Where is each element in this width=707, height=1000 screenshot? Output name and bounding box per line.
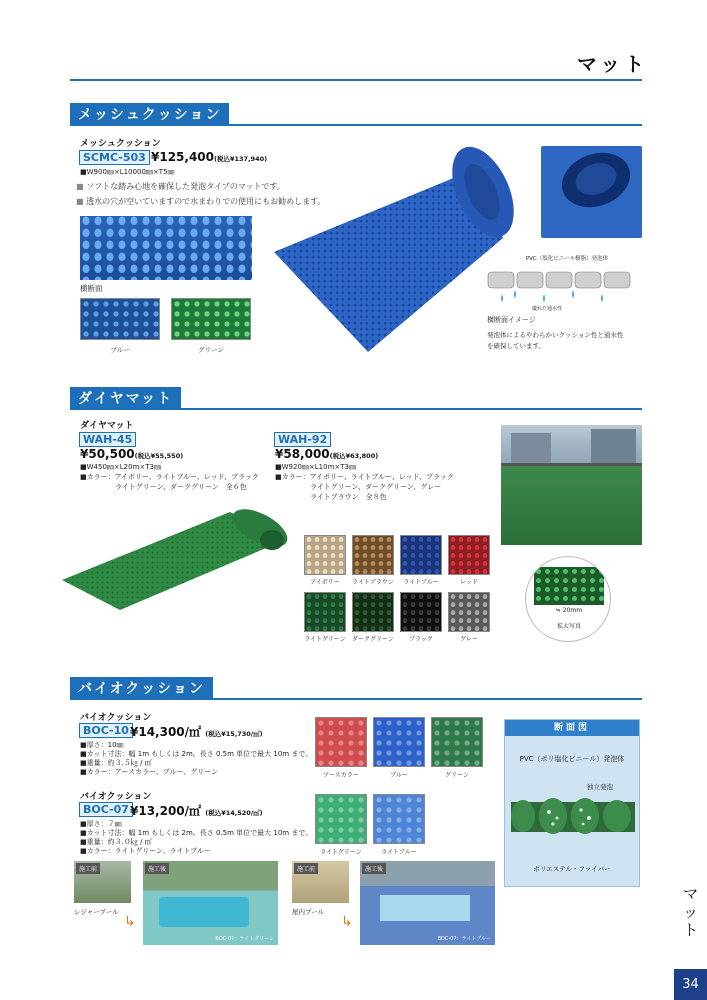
product-colors: ライトブラウン 全８色 <box>275 493 387 501</box>
product-colors: ■カラー：アイボリー、ライトブルー、レッド、ブラック <box>275 473 454 481</box>
spec-line: ■重量：約３.５㎏ / ㎡ <box>80 759 152 767</box>
product-code: WAH-92 <box>274 432 331 447</box>
square-bullet-icon: ■ <box>76 197 84 206</box>
diagram-title: 断面図 <box>505 720 639 736</box>
section-rule <box>70 408 642 410</box>
section-rule <box>70 698 642 700</box>
diamond-installation-photo <box>501 425 642 545</box>
zoom-scale: ≒ 20mm <box>555 607 583 614</box>
diagram-line1: PVC（ポリ塩化ビニール）発泡体 <box>519 755 625 763</box>
product-code: BOC-07 <box>79 802 133 817</box>
section-header-diamond: ダイヤマット <box>70 387 181 408</box>
spec-line: ■カット寸法：幅 1m もしくは 2m。長さ 0.5m 単位で最大 10m まで。 <box>80 829 313 837</box>
diamond-swatch-label: グレー <box>459 636 478 643</box>
zoom-circle <box>525 556 611 642</box>
diagram-line3: ポリエステル・ファイバー <box>533 865 611 873</box>
diagram-caption: 発泡体によるやわらかいクッション性と通水性 <box>487 331 624 339</box>
diamond-mat-roll-photo <box>60 500 300 612</box>
diamond-swatch <box>448 535 490 575</box>
product-size: ■W920㎜×L10m×T3㎜ <box>275 463 356 471</box>
spec-line: ■厚さ：10㎜ <box>80 741 124 749</box>
side-tab <box>674 885 707 939</box>
roll-closeup-photo <box>541 146 642 238</box>
section-rule <box>70 124 642 126</box>
swatch-label: ブルー <box>110 346 130 354</box>
diagram-caption-title: 横断面イメージ <box>487 316 536 324</box>
product-size: ■W900㎜×L10000㎜×T5㎜ <box>80 168 175 176</box>
diamond-swatch-label: ライトブルー <box>403 579 439 586</box>
page-title: マット <box>577 52 649 76</box>
place-label: レジャープール <box>74 908 119 916</box>
spec-line: ■カラー：ライトグリーン、ライトブルー <box>80 847 211 855</box>
bio-swatch <box>431 717 483 767</box>
bio-swatch-label: グリーン <box>445 772 469 779</box>
diagram-top-label: PVC（塩化ビニール樹脂）発泡体 <box>525 256 609 262</box>
diamond-swatch <box>304 535 346 575</box>
diamond-swatch-label: アイボリー <box>310 579 340 586</box>
bio-section-diagram <box>504 719 640 887</box>
swatch-label: グリーン <box>198 346 224 354</box>
product-price: ¥50,500(税込¥55,550) <box>80 447 184 461</box>
spec-line: ■重量：約３.０㎏ / ㎡ <box>80 838 152 846</box>
product-price: ¥13,200/㎡ (税込¥14,520/㎡) <box>130 804 263 818</box>
title-rule <box>70 79 642 81</box>
diagram-line2: 独立発泡 <box>587 783 613 791</box>
zoom-texture <box>534 567 604 605</box>
product-price: ¥58,000(税込¥63,800) <box>275 447 379 461</box>
diamond-swatch <box>448 592 490 632</box>
diagram-caption: を確保しています。 <box>487 342 545 350</box>
bio-swatch <box>373 794 425 844</box>
diamond-swatch-label: ライトグリーン <box>304 636 346 643</box>
diamond-swatch <box>400 592 442 632</box>
swatch-blue <box>80 298 160 340</box>
product-name: メッシュクッション <box>80 139 161 149</box>
before-photo-1: 施工前 <box>74 861 131 903</box>
diamond-swatch <box>304 592 346 632</box>
feature-item: ■ 透水の穴が空いていますので水まわりでの使用にもお勧めします。 <box>76 197 326 206</box>
after-photo-2: 施工後 BOC-07：ライトブルー <box>360 861 495 945</box>
spec-line: ■カット寸法：幅 1m もしくは 2m。長さ 0.5m 単位で最大 10m まで。 <box>80 750 313 758</box>
bio-swatch-label: アースカラー <box>323 772 359 779</box>
product-price: ¥14,300/㎡ (税込¥15,730/㎡) <box>130 725 263 739</box>
arrow-right-icon: ↳ <box>124 914 136 930</box>
bio-swatch <box>315 717 367 767</box>
spec-line: ■カラー：アースカラー、ブルー、グリーン <box>80 768 219 776</box>
bio-swatch <box>315 794 367 844</box>
mesh-texture-photo <box>80 216 252 280</box>
diamond-swatch-label: レッド <box>460 579 478 586</box>
diamond-swatch-label: ブラック <box>409 636 433 643</box>
swatch-green <box>171 298 251 340</box>
arrow-right-icon: ↳ <box>341 914 353 930</box>
section-shape <box>511 796 635 840</box>
section-header-mesh: メッシュクッション <box>70 103 229 124</box>
spec-line: ■厚さ：７㎜ <box>80 820 122 828</box>
diamond-swatch <box>400 535 442 575</box>
cross-section-label: 横断面 <box>80 284 103 293</box>
product-code: SCMC-503 <box>79 150 150 165</box>
before-photo-2: 施工前 <box>292 861 349 903</box>
mesh-roll-photo <box>268 140 518 355</box>
product-code: WAH-45 <box>79 432 136 447</box>
price-tax: (税込¥137,940) <box>214 155 268 163</box>
page-number: 34 <box>674 969 707 1000</box>
section-header-bio: バイオクッション <box>70 677 213 698</box>
bio-swatch-label: ライトブルー <box>381 849 417 856</box>
product-colors: ライトグリーン、ダークグリーン、グレー <box>275 483 442 491</box>
bio-swatch <box>373 717 425 767</box>
product-size: ■W450㎜×L20m×T3㎜ <box>80 463 161 471</box>
cross-section-diagram <box>486 264 644 306</box>
product-colors: ライトグリーン、ダークグリーン 全６色 <box>80 483 247 491</box>
place-label: 屋内プール <box>292 908 325 916</box>
feature-item: ■ ソフトな踏み心地を確保した発泡タイプのマットです。 <box>76 182 285 191</box>
bio-swatch-label: ライトグリーン <box>320 849 362 856</box>
product-name: ダイヤマット <box>80 421 134 431</box>
square-bullet-icon: ■ <box>76 182 84 191</box>
diamond-swatch <box>352 592 394 632</box>
bio-swatch-label: ブルー <box>390 772 408 779</box>
diamond-swatch-label: ダークグリーン <box>352 636 394 643</box>
product-name: バイオクッション <box>80 713 152 723</box>
diamond-swatch-label: ライトブラウン <box>352 579 394 586</box>
side-tab-text: マ ッ ト <box>682 885 698 939</box>
diagram-bottom-label: 優れた通水性 <box>531 306 562 312</box>
product-price <box>151 150 267 164</box>
product-colors: ■カラー：アイボリー、ライトブルー、レッド、ブラック <box>80 473 259 481</box>
product-name: バイオクッション <box>80 792 152 802</box>
zoom-label: 拡大写真 <box>556 623 581 630</box>
diamond-swatch <box>352 535 394 575</box>
after-photo-1: 施工後 BOC-07：ライトグリーン <box>143 861 278 945</box>
product-code: BOC-10 <box>79 723 133 738</box>
price-value: ¥125,400 <box>151 150 215 164</box>
